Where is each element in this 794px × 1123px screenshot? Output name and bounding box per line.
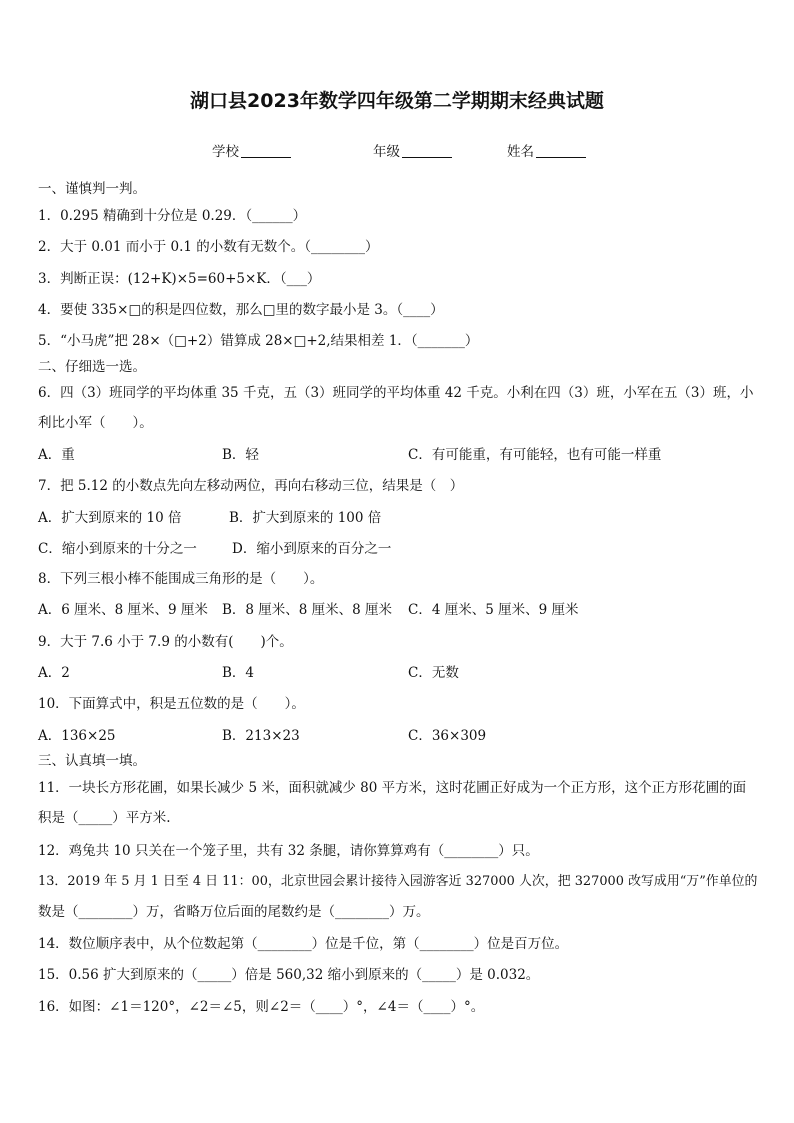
- question-7: 7．把 5.12 的小数点先向左移动两位，再向右移动三位，结果是（ ）: [38, 478, 464, 494]
- question-1: 1．0.295 精确到十分位是 0.29．（______）: [38, 208, 307, 224]
- question-14: 14．数位顺序表中，从个位数起第（________）位是千位，第（________）位是百万位。: [38, 936, 569, 952]
- question-13-line-2: 数是（________）万，省略万位后面的尾数约是（________）万。: [38, 904, 430, 920]
- question-12: 12．鸡兔共 10 只关在一个笼子里，共有 32 条腿，请你算算鸡有（________）只。: [38, 843, 539, 859]
- question-15: 15．0.56 扩大到原来的（_____）倍是 560,32 缩小到原来的（_____）是 0.032。: [38, 967, 540, 983]
- question-16: 16．如图：∠1＝120°，∠2＝∠5，则∠2＝（____）°，∠4＝（____）°。: [38, 999, 485, 1015]
- name-field[interactable]: [507, 140, 586, 160]
- school-field[interactable]: [212, 140, 291, 160]
- q9-option-a[interactable]: A．2: [38, 665, 70, 681]
- question-11-line-2: 积是（_____）平方米.: [38, 810, 171, 826]
- q7-option-a[interactable]: A．扩大到原来的 10 倍: [38, 510, 182, 526]
- question-9: 9．大于 7.6 小于 7.9 的小数有( )个。: [38, 634, 293, 650]
- grade-blank[interactable]: [402, 143, 452, 158]
- section-heading-2: 二、仔细选一选。: [38, 359, 146, 375]
- question-5: 5．“小马虎”把 28×（□+2）错算成 28×□+2,结果相差 1．（_______）: [38, 333, 479, 349]
- grade-field[interactable]: [373, 140, 452, 160]
- question-8: 8．下列三根小棒不能围成三角形的是（ ）。: [38, 571, 324, 587]
- q6-option-c[interactable]: C．有可能重，有可能轻，也有可能一样重: [408, 447, 662, 463]
- question-10: 10．下面算式中，积是五位数的是（ ）。: [38, 696, 305, 712]
- q9-option-b[interactable]: B．4: [222, 665, 255, 681]
- q10-option-c[interactable]: C．36×309: [408, 728, 487, 744]
- question-6-line-1: 6．四（3）班同学的平均体重 35 千克，五（3）班同学的平均体重 42 千克。小利在四（3）班，小军在五（3）班，小: [38, 385, 754, 401]
- question-2: 2．大于 0.01 而小于 0.1 的小数有无数个。（________）: [38, 239, 379, 255]
- q8-option-c[interactable]: C．4 厘米、5 厘米、9 厘米: [408, 602, 579, 618]
- name-label: 姓名: [507, 144, 534, 160]
- name-blank[interactable]: [536, 143, 586, 158]
- question-13-line-1: 13．2019 年 5 月 1 日至 4 日 11：00，北京世园会累计接待入园游客近 327000 人次，把 327000 改写成用“万”作单位的: [38, 874, 758, 889]
- q7-option-b[interactable]: B．扩大到原来的 100 倍: [229, 510, 382, 526]
- question-6-line-2: 利比小军（ ）。: [38, 415, 153, 431]
- question-3: 3．判断正误：(12+K)×5=60+5×K．（___）: [38, 271, 321, 287]
- student-info-row: [0, 140, 794, 160]
- question-4: 4．要使 335×□的积是四位数，那么□里的数字最小是 3。（____）: [38, 302, 444, 318]
- q6-option-b[interactable]: B．轻: [222, 447, 259, 463]
- section-heading-1: 一、谨慎判一判。: [38, 181, 146, 197]
- question-11-line-1: 11．一块长方形花圃，如果长减少 5 米，面积就减少 80 平方米，这时花圃正好成为一个正方形，这个正方形花圃的面: [38, 780, 747, 796]
- q7-option-d[interactable]: D．缩小到原来的百分之一: [232, 541, 392, 557]
- q8-option-a[interactable]: A．6 厘米、8 厘米、9 厘米: [38, 602, 208, 618]
- section-heading-3: 三、认真填一填。: [38, 753, 146, 769]
- q10-option-a[interactable]: A．136×25: [38, 728, 116, 744]
- q10-option-b[interactable]: B．213×23: [222, 728, 300, 744]
- q7-option-c[interactable]: C．缩小到原来的十分之一: [38, 541, 197, 557]
- school-label: 学校: [212, 144, 239, 160]
- page-title: 湖口县2023年数学四年级第二学期期末经典试题: [190, 90, 604, 112]
- grade-label: 年级: [373, 144, 400, 160]
- q8-option-b[interactable]: B．8 厘米、8 厘米、8 厘米: [222, 602, 393, 618]
- q6-option-a[interactable]: A．重: [38, 447, 75, 463]
- school-blank[interactable]: [241, 143, 291, 158]
- q9-option-c[interactable]: C．无数: [408, 665, 459, 681]
